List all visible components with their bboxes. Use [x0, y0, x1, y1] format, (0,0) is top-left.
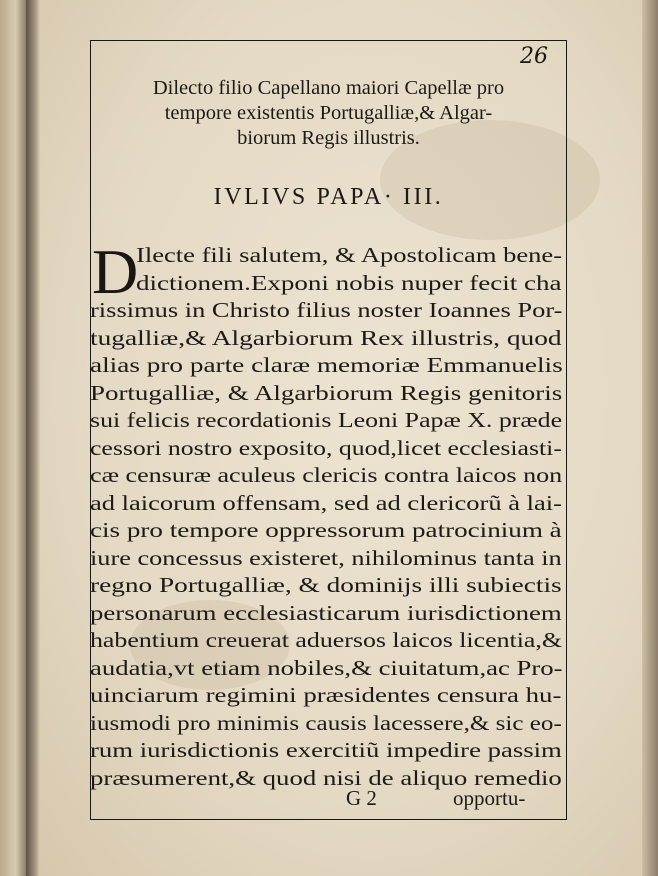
address-line: Dilecto filio Capellano maiori Capellæ pro	[152, 77, 505, 99]
body-line: rissimus in Christo filius noster Ioannes Por-	[90, 298, 563, 322]
body-line: dictionem.Exponi nobis nuper fecit cha	[136, 270, 562, 295]
body-line: tugalliæ,& Algarbiorum Rex illustris, quod	[90, 325, 562, 350]
address-line: biorum Regis illustris.	[237, 127, 420, 149]
body-line: Portugalliæ, & Algarbiorum Regis genitoris	[90, 380, 563, 405]
facing-page-edge	[0, 0, 26, 876]
body-line: alias pro parte claræ memoriæ Emmanuelis	[90, 353, 563, 377]
body-line: regno Portugalliæ, & dominijs illi subiectis	[90, 573, 562, 597]
body-line: Ilecte fili salutem, & Apostolicam bene-	[136, 243, 563, 267]
body-line: cis pro tempore oppressorum patrocinium à	[90, 518, 562, 542]
page-edge-right	[642, 0, 658, 876]
body-line: habentium creuerat aduersos laicos licentia,&	[90, 628, 562, 652]
book-gutter	[26, 0, 40, 876]
body-line: præsumerent,& quod nisi de aliquo remedio	[90, 765, 562, 790]
body-line: uinciarum regimini præsidentes censura hu-	[90, 683, 562, 707]
drop-cap: D	[92, 236, 139, 307]
address-line: tempore existentis Portugalliæ,& Algar-	[164, 102, 493, 124]
body-line: iure concessus existeret, nihilominus tanta in	[90, 545, 562, 570]
body-line: rum iurisdictionis exercitiũ impedire passim	[90, 738, 562, 762]
section-heading: IVLIVS PAPA· III.	[213, 184, 444, 210]
body-line: sui felicis recordationis Leoni Papæ X. præde	[90, 408, 563, 432]
catchword: opportu-	[453, 786, 526, 810]
body-line: personarum ecclesiasticarum iurisdictionem	[90, 600, 562, 625]
body-line: cæ censuræ aculeus clericis contra laicos non	[90, 463, 563, 487]
body-line: cessori nostro exposito, quod,licet ecclesiasti-	[90, 435, 562, 460]
body-line: audatia,vt etiam nobiles,& ciuitatum,ac Pro-	[90, 655, 563, 680]
body-line: iusmodi pro minimis causis lacessere,& sic eo-	[90, 710, 562, 735]
page-number: 26	[520, 44, 548, 69]
body-line: ad laicorum offensam, sed ad clericorũ à lai-	[90, 490, 562, 515]
address-block	[90, 76, 567, 151]
signature-mark: G 2	[346, 786, 377, 810]
